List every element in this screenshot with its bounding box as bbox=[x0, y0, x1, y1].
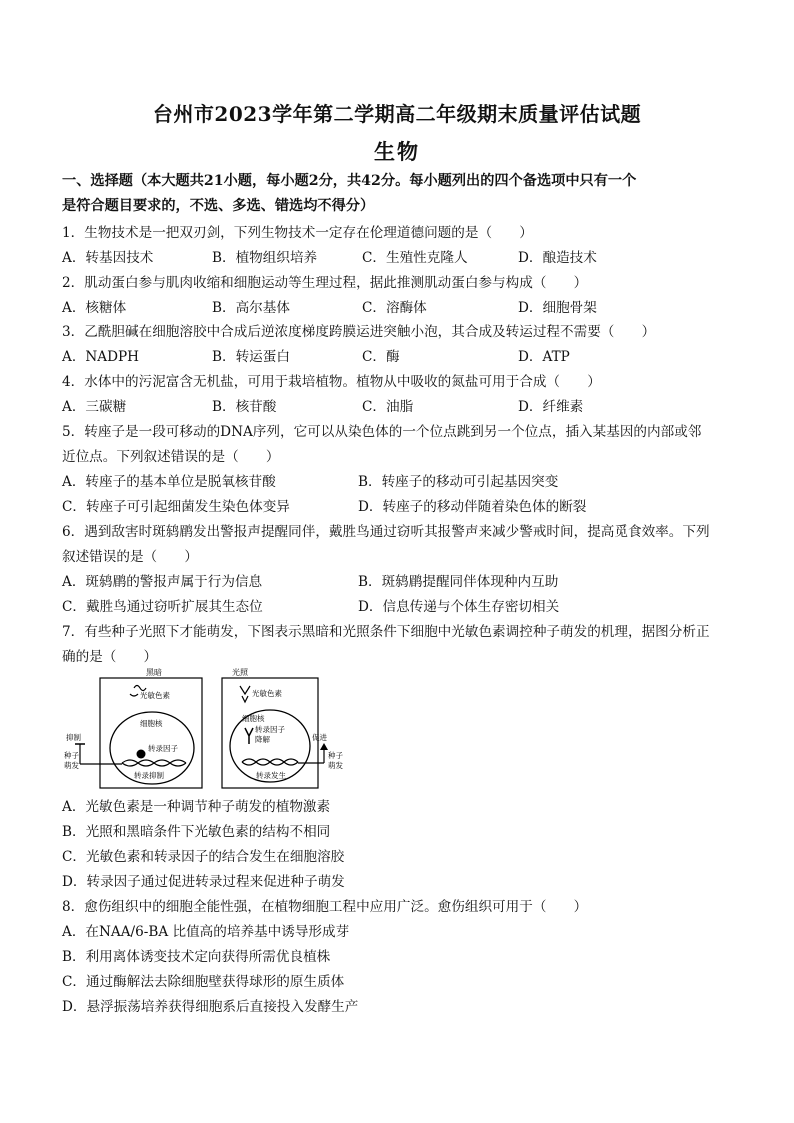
q3-option-b: B．转运蛋白 bbox=[212, 349, 290, 365]
tf-blob-left bbox=[137, 750, 146, 759]
q2-option-d: D．细胞骨架 bbox=[518, 300, 597, 316]
label-pigment-left: 光敏色素 bbox=[140, 691, 170, 700]
q2-option-a: A．核糖体 bbox=[62, 300, 127, 316]
q8-stem: 8．愈伤组织中的细胞全能性强，在植物细胞工程中应用广泛。愈伤组织可用于（ ） bbox=[62, 899, 588, 915]
q8-option-b: B．利用离体诱变技术定向获得所需优良植株 bbox=[62, 949, 331, 965]
q3-option-c: C．酶 bbox=[362, 349, 400, 365]
q6-stem-line1: 6．遇到敌害时斑鸫鹛发出警报声提醒同伴，戴胜鸟通过窃听其报警声来减少警戒时间，提高觅食效率。下列 bbox=[62, 524, 710, 540]
label-seed-right-1: 种子 bbox=[328, 751, 343, 760]
q5-option-c: C．转座子可引起细菌发生染色体变异 bbox=[62, 499, 290, 515]
q5-option-a: A．转座子的基本单位是脱氧核苷酸 bbox=[62, 474, 276, 490]
q6-option-b: B．斑鸫鹛提醒同伴体现种内互助 bbox=[358, 574, 559, 590]
label-tf-right: 转录因子 bbox=[255, 725, 285, 734]
q1-stem: 1．生物技术是一把双刃剑，下列生物技术一定存在伦理道德问题的是（ ） bbox=[62, 225, 533, 241]
q1-option-b: B．植物组织培养 bbox=[212, 250, 318, 266]
q6-option-c: C．戴胜鸟通过窃听扩展其生态位 bbox=[62, 599, 263, 615]
q7-option-d: D．转录因子通过促进转录过程来促进种子萌发 bbox=[62, 874, 345, 890]
q7-stem-line1: 7．有些种子光照下才能萌发，下图表示黑暗和光照条件下细胞中光敏色素调控种子萌发的机理，据图分析正 bbox=[62, 624, 710, 640]
tf-complex-right bbox=[245, 728, 253, 744]
phytochrome-diagram bbox=[62, 666, 352, 794]
q2-option-c: C．溶酶体 bbox=[362, 300, 427, 316]
q4-stem: 4．水体中的污泥富含无机盐，可用于栽培植物。植物从中吸收的氮盐可用于合成（ ） bbox=[62, 374, 601, 390]
q6-stem-line2: 叙述错误的是（ ） bbox=[62, 549, 198, 565]
q3-option-d: D．ATP bbox=[518, 349, 570, 365]
q6-option-a: A．斑鸫鹛的警报声属于行为信息 bbox=[62, 574, 263, 590]
label-seed-left-1: 种子 bbox=[64, 751, 79, 760]
label-repress: 转录抑制 bbox=[134, 771, 164, 780]
label-dark: 黑暗 bbox=[146, 668, 162, 677]
q5-option-b: B．转座子的移动可引起基因突变 bbox=[358, 474, 559, 490]
phytochrome-icon-right bbox=[240, 686, 250, 702]
label-light: 光照 bbox=[232, 668, 248, 677]
q1-option-c: C．生殖性克隆人 bbox=[362, 250, 468, 266]
q5-stem-line1: 5．转座子是一段可移动的DNA序列，它可以从染色体的一个位点跳到另一个位点，插入某基因的内部或邻 bbox=[62, 424, 702, 440]
q4-option-b: B．核苷酸 bbox=[212, 399, 277, 415]
q8-option-d: D．悬浮振荡培养获得细胞系后直接投入发酵生产 bbox=[62, 999, 359, 1015]
label-seed-right-2: 萌发 bbox=[328, 761, 343, 770]
label-seed-left-2: 萌发 bbox=[64, 761, 79, 770]
q5-option-d: D．转座子的移动伴随着染色体的断裂 bbox=[358, 499, 587, 515]
q6-option-d: D．信息传递与个体生存密切相关 bbox=[358, 599, 560, 615]
section-heading-line2: 是符合题目要求的，不选、多选、错选均不得分） bbox=[62, 198, 375, 214]
section-heading-line1: 一、选择题（本大题共21小题，每小题2分，共42分。每小题列出的四个备选项中只有一个 bbox=[62, 173, 637, 189]
label-degrade: 降解 bbox=[255, 735, 270, 744]
q7-option-c: C．光敏色素和转录因子的结合发生在细胞溶胶 bbox=[62, 849, 345, 865]
q1-option-d: D．酿造技术 bbox=[518, 250, 597, 266]
label-promote: 促进 bbox=[312, 733, 327, 742]
q7-stem-line2: 确的是（ ） bbox=[62, 649, 158, 665]
q1-option-a: A．转基因技术 bbox=[62, 250, 154, 266]
label-inhibit: 抑制 bbox=[66, 733, 81, 742]
q8-option-c: C．通过酶解法去除细胞壁获得球形的原生质体 bbox=[62, 974, 345, 990]
q7-option-b: B．光照和黑暗条件下光敏色素的结构不相同 bbox=[62, 824, 331, 840]
label-pigment-right: 光敏色素 bbox=[252, 689, 282, 698]
q8-option-a: A．在NAA/6-BA 比值高的培养基中诱导形成芽 bbox=[62, 924, 350, 940]
q4-option-a: A．三碳糖 bbox=[62, 399, 127, 415]
q2-option-b: B．高尔基体 bbox=[212, 300, 290, 316]
q2-stem: 2．肌动蛋白参与肌肉收缩和细胞运动等生理过程，据此推测肌动蛋白参与构成（ ） bbox=[62, 275, 588, 291]
exam-title: 台州市2023学年第二学期高二年级期末质量评估试题 bbox=[152, 102, 642, 126]
q3-option-a: A．NADPH bbox=[62, 349, 140, 365]
q4-option-d: D．纤维素 bbox=[518, 399, 584, 415]
label-occur: 转录发生 bbox=[256, 771, 286, 780]
q7-option-a: A．光敏色素是一种调节种子萌发的植物激素 bbox=[62, 799, 331, 815]
label-tf-left: 转录因子 bbox=[148, 744, 178, 753]
q3-stem: 3．乙酰胆碱在细胞溶胶中合成后逆浓度梯度跨膜运进突触小泡，其合成及转运过程不需要（ ） bbox=[62, 324, 656, 340]
subject-title: 生物 bbox=[374, 139, 420, 164]
q5-stem-line2: 近位点。下列叙述错误的是（ ） bbox=[62, 449, 280, 465]
q4-option-c: C．油脂 bbox=[362, 399, 414, 415]
label-nucleus-left: 细胞核 bbox=[140, 719, 163, 728]
label-nucleus-right: 细胞核 bbox=[242, 714, 265, 723]
